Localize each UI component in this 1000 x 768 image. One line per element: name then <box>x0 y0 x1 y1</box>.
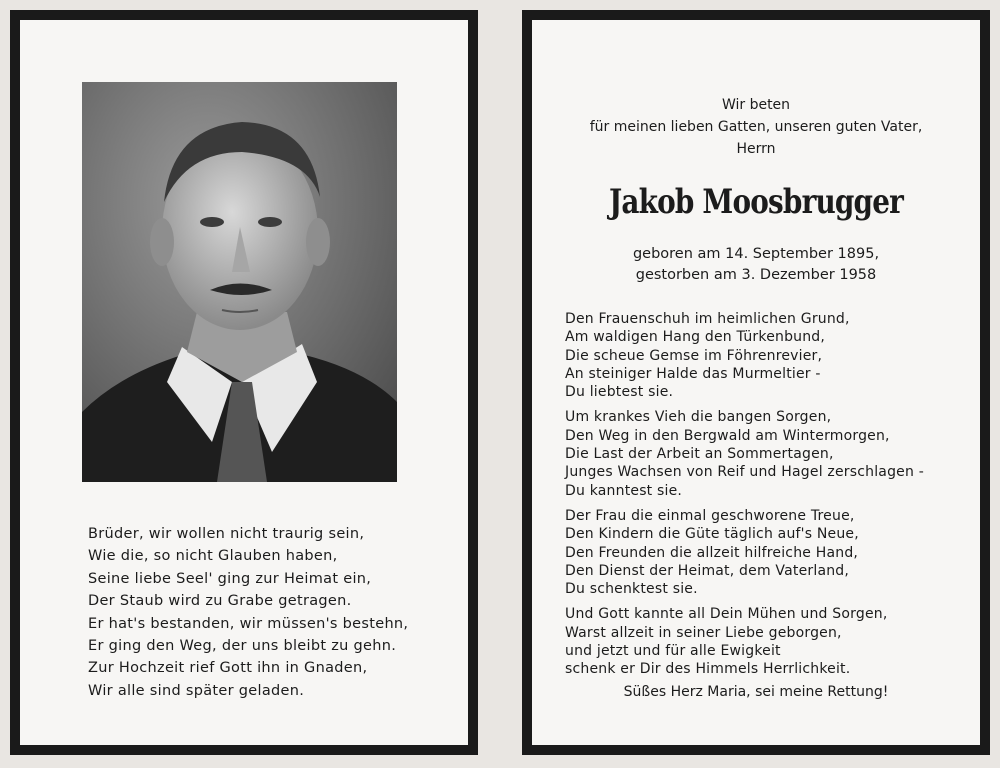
stanza <box>565 507 975 598</box>
poem-line: Und Gott kannte all Dein Mühen und Sorgen, <box>565 606 888 623</box>
mourning-border-left <box>522 10 532 755</box>
poem-line: Junges Wachsen von Reif und Hagel zerschlagen - <box>565 464 924 481</box>
header-line: Wir beten <box>721 97 791 113</box>
mourning-border-bottom <box>522 745 990 755</box>
poem-line: schenk er Dir des Himmels Herrlichkeit. <box>565 661 851 678</box>
stanza <box>565 605 975 678</box>
poem-line: An steiniger Halde das Murmeltier - <box>565 365 821 382</box>
mourning-border-top <box>10 10 478 20</box>
mourning-border-right <box>468 10 478 755</box>
right-card <box>522 10 990 755</box>
header-line: für meinen lieben Gatten, unseren guten Vater, <box>589 119 923 135</box>
poem-line: Brüder, wir wollen nicht traurig sein, <box>88 526 365 542</box>
poem-line: Er hat's bestanden, wir müssen's bestehn, <box>88 615 409 632</box>
poem-line: Am waldigen Hang den Türkenbund, <box>565 329 826 346</box>
poem-line: Wir alle sind später geladen. <box>88 682 305 699</box>
poem-line: Die scheue Gemse im Föhrenrevier, <box>565 347 823 364</box>
life-dates <box>552 244 960 286</box>
stanza <box>565 408 975 499</box>
mourning-border-top <box>522 10 990 20</box>
poem-line: Er ging den Weg, der uns bleibt zu gehn. <box>88 638 397 655</box>
poem-line: Den Weg in den Bergwald am Wintermorgen, <box>565 427 890 444</box>
left-card <box>10 10 478 755</box>
birth-date: geboren am 14. September 1895, <box>632 246 880 262</box>
death-date: gestorben am 3. Dezember 1958 <box>635 267 877 283</box>
poem-line: Warst allzeit in seiner Liebe geborgen, <box>565 624 842 641</box>
poem-line: Der Staub wird zu Grabe getragen. <box>88 593 352 610</box>
poem-line: Seine liebe Seel' ging zur Heimat ein, <box>88 570 372 587</box>
memorial-poem <box>565 310 975 686</box>
mourning-border-right <box>980 10 990 755</box>
poem-line: Den Frauenschuh im heimlichen Grund, <box>565 311 850 327</box>
poem-line: Du kanntest sie. <box>565 482 683 499</box>
poem-line: Wie die, so nicht Glauben haben, <box>88 548 338 565</box>
poem-line: Den Dienst der Heimat, dem Vaterland, <box>565 562 850 579</box>
poem-line: Den Freunden die allzeit hilfreiche Hand, <box>565 544 859 561</box>
mourning-border-bottom <box>10 745 478 755</box>
poem-line: Die Last der Arbeit an Sommertagen, <box>565 446 834 463</box>
poem-line: und jetzt und für alle Ewigkeit <box>565 643 781 660</box>
closing-prayer: Süßes Herz Maria, sei meine Rettung! <box>623 684 889 700</box>
portrait-photo <box>82 82 397 482</box>
mourning-border-left <box>10 10 20 755</box>
header-line: Herrn <box>736 141 776 157</box>
deceased-name: Jakob Moosbrugger <box>608 182 904 222</box>
poem-line: Du schenktest sie. <box>565 581 698 598</box>
prayer-header <box>552 94 960 160</box>
portrait-image <box>82 82 397 482</box>
consolation-poem <box>88 523 448 702</box>
poem-line: Um krankes Vieh die bangen Sorgen, <box>565 409 832 426</box>
poem-line: Zur Hochzeit rief Gott ihn in Gnaden, <box>88 660 368 677</box>
poem-line: Den Kindern die Güte täglich auf's Neue, <box>565 526 859 543</box>
poem-line: Du liebtest sie. <box>565 384 674 401</box>
stanza <box>565 310 975 401</box>
poem-line: Der Frau die einmal geschworene Treue, <box>565 507 855 524</box>
